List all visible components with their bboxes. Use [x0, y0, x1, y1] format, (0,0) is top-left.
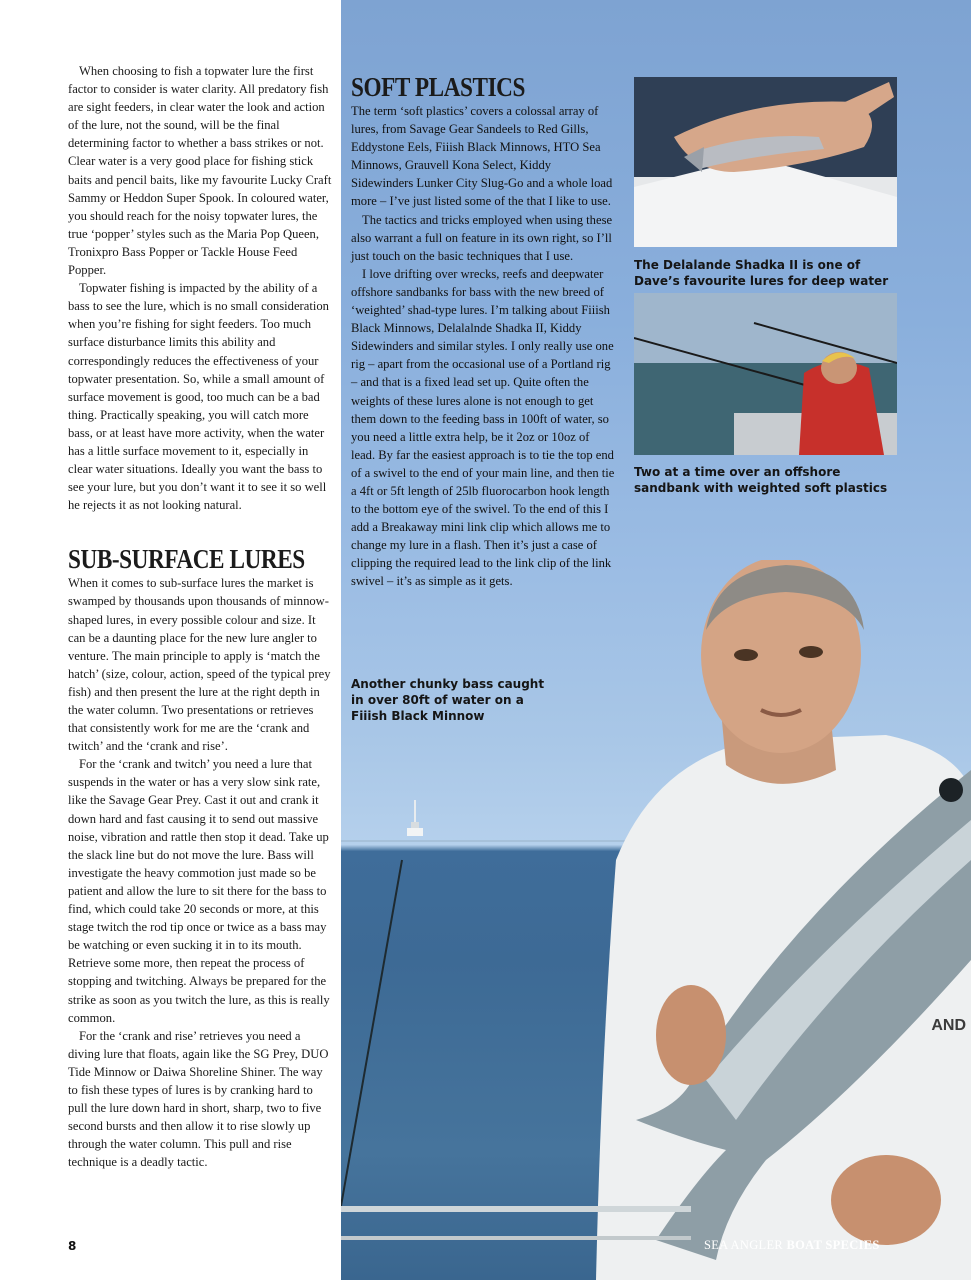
boat-rail-lower — [341, 1236, 691, 1240]
footer-magazine-name: SEA ANGLER — [704, 1238, 784, 1252]
shirt-print-text: AND — [931, 1017, 966, 1034]
inset-photo-sandbank — [634, 293, 897, 455]
left-text-column — [68, 62, 332, 1171]
paragraph-soft-plastics-intro: The term ‘soft plastics’ covers a colossal array of lures, from Savage Gear Sandeels to Red Gills, Eddystone Eels, Fiiish Black Minnows, HTO Sea Minnows, Grauvell Kona Select, Kiddy Sidewinders Lunker City Slug-Go and a whole load more – I’ve just listed some of the that I like to use. — [351, 104, 613, 209]
angler-holding-bass — [596, 560, 971, 1280]
boat-rail — [341, 1206, 691, 1212]
caption-shadka: The Delalande Shadka II is one of Dave’s favourite lures for deep water — [634, 258, 889, 288]
sandbank-anglers-image — [634, 293, 897, 455]
paragraph-topwater-clarity: When choosing to fish a topwater lure the first factor to consider is water clarity. All predatory fish are sight feeders, in clear water the look and action of the lure, not the sound, will be the final determining factor to whether a bass strikes or not. Clear water is a very good place for fishing stick baits and pencil baits, like my favourite Lucky Craft Sammy or Heddon Super Spook. In coloured water, you should reach for the noisy topwater lures, the true ‘popper’ styles such as the Maria Pop Queen, Tronixpro Bass Popper or Tackle House Feed Popper. — [68, 64, 332, 278]
footer-section-name: BOAT SPECIES — [786, 1238, 880, 1252]
distant-boat — [405, 800, 425, 840]
paragraph-subsurface-intro: When it comes to sub-surface lures the market is swamped by thousands upon thousands of minnow-shaped lures, in every possible colour and size. It can be a daunting place for the new lure angler to venture. The main principle to apply is ‘match the hatch’ (size, colour, action, speed of the typical prey fish) and then present the lure at the right depth in the water column. Two presentations or retrieves that consistently work for me are the ‘crank and twitch’ and the ‘crank and rise’. — [68, 576, 331, 754]
paragraph-soft-plastics-tactics: The tactics and tricks employed when using these also warrant a full on feature in its own right, so I’ll just touch on the basic techniques that I use. — [351, 212, 613, 263]
inset-photo-shadka-lure — [634, 77, 897, 247]
shadka-lure-image — [634, 77, 897, 247]
soft-plastics-column — [351, 72, 616, 591]
caption-chunky-bass: Another chunky bass caught in over 80ft of water on a Fiiish Black Minnow — [351, 677, 545, 723]
paragraph-topwater-visibility: Topwater fishing is impacted by the ability of a bass to see the lure, which is no small consideration when you’re fishing for sight feeders. Too much surface disturbance limits this ability and correspondingly reduces the effectiveness of your topwater presentation. So, while a small amount of surface movement is good, too much can be a bad thing. Practically speaking, you will catch more bass, or at least have more activity, when the water has a little surface movement to it, especially in clear water situations. Ideally you want the bass to see your lure, but you don’t want it to see it so well he rejects it as not looking natural. — [68, 281, 329, 513]
heading-soft-plastics: SOFT PLASTICS — [351, 72, 526, 102]
paragraph-crank-and-twitch: For the ‘crank and twitch’ you need a lure that suspends in the water or has a very slow sink rate, like the Savage Gear Prey. Cast it out and crank it down hard and fast causing it to send out massive noise, vibration and rattle then stop it dead. Take up the slack line but do not move the lure. Bass will investigate the heavy commotion just made so be patient and allow the lure to sit there for the bass to find, which could take 20 seconds or more, at this stage twitch the rod tip once or twice as a bass may be watching or even sucking it in to its mouth. Retrieve some more, then repeat the process of stopping and twitching. Always be prepared for the strike as soon as you twitch the lure, as this is really common. — [68, 757, 330, 1025]
paragraph-soft-plastics-rig: I love drifting over wrecks, reefs and deepwater offshore sandbanks for bass with the new breed of ‘weighted’ shad-type lures. I’m talking about Fiiish Black Minnows, Delalalnde Shadka II, Kiddy Sidewinders and similar styles. I only really use one rig – apart from the occasional use of a Portland rig – and that is a fixed lead set up. Quite often the weights of these lures alone is not enough to get them down to the feeding bass in 100ft of water, so you need a little extra help, be it 2oz or 10oz of lead. By far the easiest approach is to tie the top end of a swivel to the end of your main line, and then tie a 4ft or 5ft length of 25lb fluorocarbon hook length to the bottom eye of the swivel. To the end of this I add a Breakaway mini link clip which allows me to change my lure in a flash. Then it’s just a case of clipping the required lead to the link clip of the link swivel – it’s as simple as it gets. — [351, 266, 615, 589]
running-footer — [704, 1238, 880, 1253]
page-number: 8 — [68, 1239, 77, 1253]
paragraph-crank-and-rise: For the ‘crank and rise’ retrieves you need a diving lure that floats, again like the SG Prey, DUO Tide Minnow or Daiwa Shoreline Shiner. The way to fish these types of lures is by cranking hard to pull the lure down hard in short, sharp, two to five second bursts and then allow it to rise slowly up through the water column. This pull and rise technique is a deadly tactic. — [68, 1028, 329, 1170]
caption-sandbank: Two at a time over an offshore sandbank with weighted soft plastics — [634, 465, 888, 495]
heading-sub-surface-lures: SUB-SURFACE LURES — [68, 544, 305, 575]
